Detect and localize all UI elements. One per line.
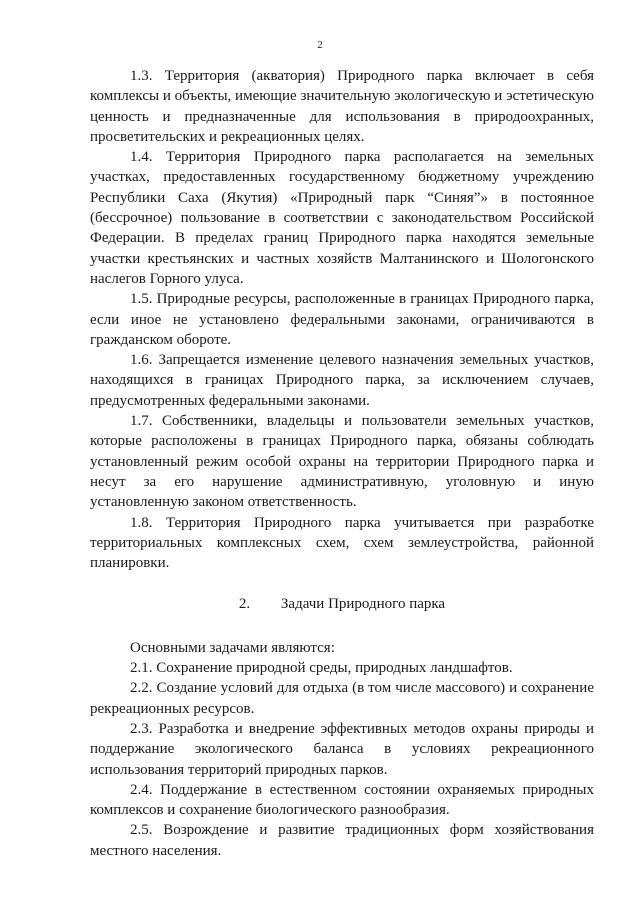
- paragraph-1-3: 1.3. Территория (акватория) Природного парка включает в себя комплексы и объекты, имеющие значительную экологическую и эстетическую ценность и предназначенные для использования в природоохранных, просветительских и рекреационных целях.: [90, 68, 594, 145]
- paragraph-2-1: 2.1. Сохранение природной среды, природных ландшафтов.: [130, 660, 513, 677]
- paragraph-1-7: 1.7. Собственники, владельцы и пользователи земельных участков, которые расположены в границах Природного парка, обязаны соблюдать установленный режим особой охраны на территории Природного парка и несут за его нарушение административную, уголовную и иную установленную законом ответственность.: [90, 413, 594, 511]
- paragraph-1-8: 1.8. Территория Природного парка учитывается при разработке территориальных комплексных схем, схем землеустройства, районной планировки.: [90, 514, 594, 572]
- section-heading-number: 2.: [238, 596, 251, 613]
- paragraph-2-2: 2.2. Создание условий для отдыха (в том числе массового) и сохранение рекреационных ресурсов.: [90, 680, 594, 717]
- paragraph-1-6: 1.6. Запрещается изменение целевого назначения земельных участков, находящихся в границах Природного парка, за исключением случаев, предусмотренных федеральными законами.: [90, 352, 594, 409]
- paragraph-2-3: 2.3. Разработка и внедрение эффективных методов охраны природы и поддержание экологического баланса в условиях рекреационного использования территорий природных парков.: [90, 720, 594, 778]
- paragraph-2-4: 2.4. Поддержание в естественном состоянии охраняемых природных комплексов и сохранение биологического разнообразия.: [90, 781, 594, 819]
- section-heading: [90, 573, 594, 637]
- paragraph-2-5: 2.5. Возрождение и развитие традиционных форм хозяйствования местного населения.: [90, 822, 594, 859]
- paragraph-intro: Основными задачами являются:: [130, 639, 335, 656]
- paragraph-1-5: 1.5. Природные ресурсы, расположенные в границах Природного парка, если иное не установлено федеральными законами, ограничиваются в гражданском обороте.: [90, 291, 594, 348]
- paragraph-1-4: 1.4. Территория Природного парка располагается на земельных участках, предоставленных государственному бюджетному учреждению Республики Саха (Якутия) «Природный парк “Синяя”» в постоянное (бессрочное) пользование в соответствии с законодательством Российской Федерации. В пределах границ Природного парка находятся земельные участки крестьянских и частных хозяйств Малтанинского и Шологонского наслегов Горного улуса.: [90, 149, 594, 287]
- page-number: 2: [317, 39, 323, 51]
- section-heading-title: Задачи Природного парка: [280, 596, 446, 613]
- document-body: [90, 66, 594, 861]
